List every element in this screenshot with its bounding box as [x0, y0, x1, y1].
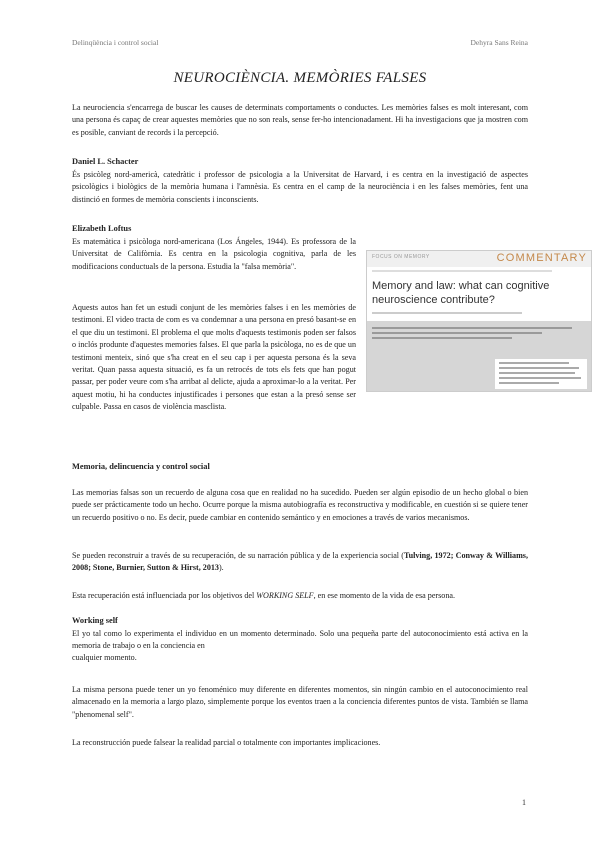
- working-self-term: WORKING SELF: [256, 591, 314, 600]
- citation-refs: Tulving, 1972; Conway & Williams, 2008; Stone, Burnier, Sutton & Hirst, 2013: [72, 551, 528, 573]
- page-title: NEUROCIÈNCIA. MEMÒRIES FALSES: [173, 70, 427, 86]
- figure-article-title: Memory and law: what can cognitive neuroscience contribute?: [372, 280, 550, 306]
- loftus-paragraph-2: Aquests autos han fet un estudi conjunt de les memòries falses i en les memòries de testimoni. El video tracta de com es va condemnar a una persona en presó basant-se en el que diu un testimoni. El problema el que molts d'aquests testimonis poden ser falsos o inclós produnte d'aquestes memories falses. El que parla la psicòloga, no es de que un testimoni menteix, sinó que s'ha creat en el seu cap i per aquesta persona és la seva veritat. Quan passa aquesta situació, es fa un retrocés de tots els fets que han pogut passar, per poder veure com s'ha arribat al delicte, ajuda a aproximar-lo a la veritat. Per aquest motiu, hi ha conductes injustificades i persones que estan a la presó sense ser culpable. Passa en casos de violència masclista.: [72, 303, 356, 412]
- article-figure: [366, 250, 592, 392]
- working-self-paragraph-3: La reconstrucción puede falsear la realidad parcial o totalmente con importantes implicaciones.: [72, 738, 381, 747]
- memoria-heading: Memoria, delincuencia y control social: [72, 462, 210, 471]
- figure-authors-line: [372, 312, 522, 314]
- loftus-paragraph-1: Es matemàtica i psicòloga nord-americana (Los Ángeles, 1944). Es professora de la Universitat de Califòrnia. Es centra en la psicologia cognitiva, parla de les modificacions conductuals de la persona. Estudia la "falsa memòria".: [72, 237, 356, 271]
- running-header-right: Dehyra Sans Reina: [470, 38, 528, 47]
- loftus-heading: Elizabeth Loftus: [72, 224, 132, 233]
- running-header-left: Delinqüència i control social: [72, 38, 159, 47]
- figure-focus-label: FOCUS ON MEMORY: [372, 254, 430, 260]
- figure-journal-line: [372, 270, 552, 272]
- working-self-paragraph-2: La misma persona puede tener un yo fenoménico muy diferente en diferentes momentos, sin ningún cambio en el autoconocimiento real almacenado en la memoria a largo plazo, simplemente porque los eventos traen a la conciencia diferentes puntos de vista. También se llama "phenomenal self".: [72, 685, 528, 719]
- page-number: 1: [522, 798, 526, 807]
- memoria-paragraph-2: Se pueden reconstruir a través de su recuperación, de su narración pública y de la experiencia social (Tulving, 1972; Conway & Williams, 2008; Stone, Burnier, Sutton & Hirst, 2013).: [72, 551, 528, 573]
- schacter-heading: Daniel L. Schacter: [72, 157, 139, 166]
- memoria-paragraph-1: Las memorias falsas son un recuerdo de alguna cosa que en realidad no ha sucedido. Pueden ser algún episodio de un hecho global o bien puede ser prácticamente todo un hecho. Ocurre porque la misma autobiografía es reconstructiva y modificable, en cuestión si se quiere tener un recuerdo positivo o no. Es decir, puede cambiar en contenido semántico y en emociones a través de varios mecanismos.: [72, 488, 528, 522]
- figure-inset-text: [495, 359, 587, 389]
- memoria-paragraph-3: Esta recuperación está influenciada por los objetivos del WORKING SELF, en ese momento de la vida de esa persona.: [72, 591, 455, 600]
- figure-banner: [367, 251, 591, 267]
- working-self-heading: Working self: [72, 616, 118, 625]
- schacter-paragraph: És psicòleg nord-americà, catedràtic i professor de psicologia a la Universitat de Harvard, i es centra en la investigació de aspectes psicològics i biològics de la memòria humana i l'amnèsia. Es centra en el camp de la neurociència i en les falses memòries, fent una distinció en formes de memòria conscients i inconscients.: [72, 170, 528, 204]
- figure-commentary-label: COMMENTARY: [496, 252, 587, 264]
- working-self-paragraph-1-last: cualquier momento.: [72, 653, 137, 662]
- working-self-paragraph-1: El yo tal como lo experimenta el individuo en un momento determinado. Solo una pequeña parte del autoconocimiento está activa en la memoria de trabajo o en la conciencia en: [72, 629, 528, 651]
- intro-paragraph: La neurociencia s'encarrega de buscar les causes de determinats comportaments o conductes. Les memòries falses es molt interesant, com una persona és capaç de crear aquestes memòries que no son reals, sense fer-ho intencionadament. Hi ha investigacions que ja mostren com es posible, canviant de records i la percepció.: [72, 103, 528, 137]
